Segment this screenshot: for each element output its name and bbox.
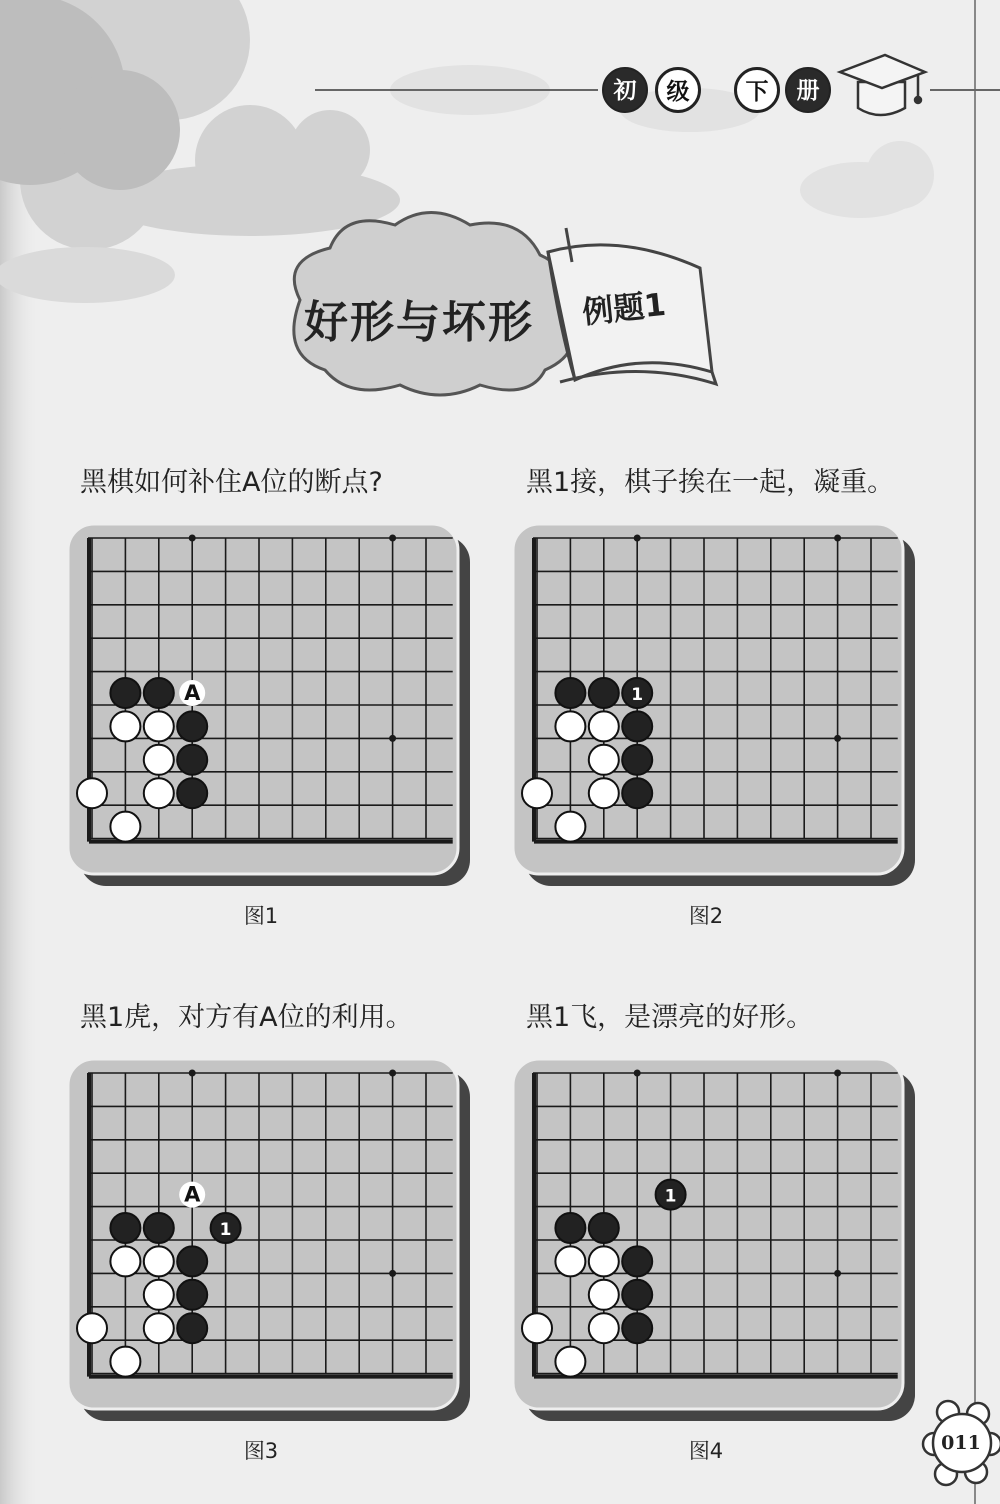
figure-label-2: 图2 [688, 904, 724, 928]
white-stone [555, 711, 585, 741]
page-number: 011 [941, 1432, 981, 1454]
figure-label-3: 图3 [243, 1439, 279, 1463]
diagram-caption-1: 黑棋如何补住A位的断点? [80, 467, 383, 498]
volume-badge-lower: 下 [734, 67, 780, 113]
white-stone [522, 1313, 552, 1343]
black-stone [622, 778, 652, 808]
white-stone [144, 711, 174, 741]
page-title: 好形与坏形 [304, 297, 534, 348]
black-stone [555, 678, 585, 708]
black-stone [177, 778, 207, 808]
black-stone [555, 1213, 585, 1243]
black-stone [622, 1313, 652, 1343]
black-stone [622, 1280, 652, 1310]
go-board-3 [66, 1055, 476, 1425]
stone-label: 1 [664, 1186, 677, 1207]
black-stone [589, 678, 619, 708]
graduation-cap-icon [840, 55, 925, 115]
black-stone [177, 745, 207, 775]
white-stone [144, 1313, 174, 1343]
example-label: 例题1 [580, 286, 668, 332]
black-stone [177, 1313, 207, 1343]
figure-label-4: 图4 [688, 1439, 724, 1463]
level-badge-primary: 初 [602, 67, 648, 113]
white-stone [110, 711, 140, 741]
black-stone [144, 678, 174, 708]
white-stone [144, 745, 174, 775]
black-stone [110, 678, 140, 708]
white-stone [589, 1280, 619, 1310]
star-point [189, 1070, 196, 1077]
white-stone [144, 1280, 174, 1310]
black-stone [622, 745, 652, 775]
black-stone [177, 711, 207, 741]
diagram-caption-2: 黑1接，棋子挨在一起，凝重。 [526, 467, 895, 498]
black-stone [144, 1213, 174, 1243]
black-stone [177, 1280, 207, 1310]
stone-label: 1 [631, 685, 644, 705]
white-stone [555, 1347, 585, 1377]
white-stone [555, 1246, 585, 1276]
white-stone [589, 745, 619, 775]
black-stone [589, 1213, 619, 1243]
black-stone [110, 1213, 140, 1243]
white-stone [110, 812, 140, 842]
star-point [389, 1270, 396, 1277]
black-stone [622, 1246, 652, 1276]
figure-label-1: 图1 [243, 904, 279, 928]
white-stone [589, 711, 619, 741]
star-point [634, 1070, 641, 1077]
white-stone [110, 1246, 140, 1276]
star-point [634, 535, 641, 542]
white-stone [110, 1347, 140, 1377]
level-badge-grade: 级 [655, 67, 701, 113]
white-stone [522, 778, 552, 808]
star-point [389, 735, 396, 742]
white-stone [144, 1246, 174, 1276]
star-point [389, 535, 396, 542]
star-point [834, 1270, 841, 1277]
black-stone [177, 1246, 207, 1276]
star-point [389, 1070, 396, 1077]
diagram-caption-3: 黑1虎，对方有A位的利用。 [80, 1002, 413, 1033]
black-stone [622, 711, 652, 741]
white-stone [144, 778, 174, 808]
stone-label: A [184, 681, 201, 705]
go-board-2 [511, 520, 921, 890]
stone-label: 1 [219, 1220, 232, 1240]
white-stone [589, 1313, 619, 1343]
white-stone [589, 1246, 619, 1276]
star-point [189, 535, 196, 542]
diagram-caption-4: 黑1飞，是漂亮的好形。 [526, 1002, 814, 1033]
white-stone [77, 1313, 107, 1343]
stone-label: A [184, 1182, 201, 1207]
star-point [834, 735, 841, 742]
star-point [834, 535, 841, 542]
white-stone [77, 778, 107, 808]
white-stone [555, 812, 585, 842]
volume-badge-book: 册 [785, 67, 831, 113]
white-stone [589, 778, 619, 808]
go-board-4 [511, 1055, 921, 1425]
star-point [834, 1070, 841, 1077]
go-board-1 [66, 520, 476, 890]
